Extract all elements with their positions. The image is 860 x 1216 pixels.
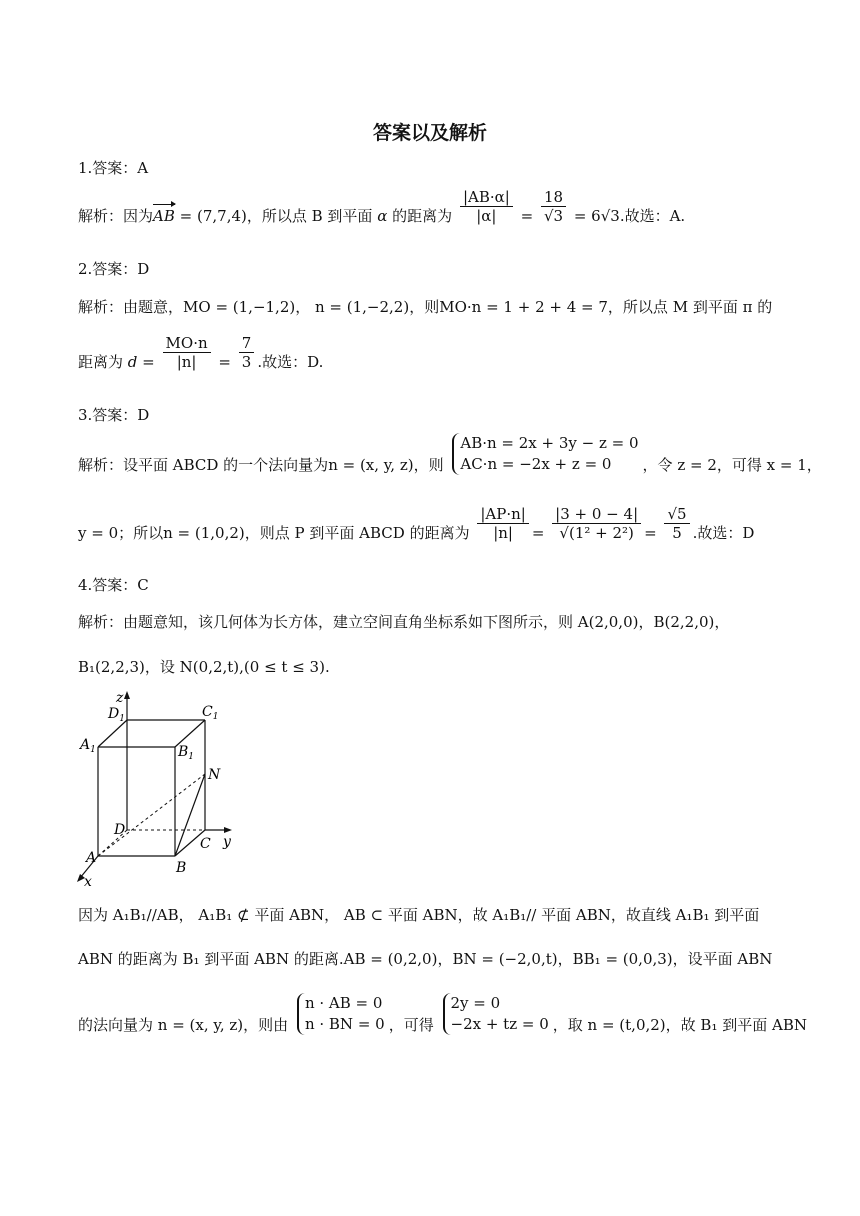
fig-label-a: A xyxy=(86,850,97,866)
q4-solution-line1: 解析：由题意知，该几何体为长方体，建立空间直角坐标系如下图所示，则 A(2,0,0)，B(2,2,0)， xyxy=(78,613,730,631)
q4-solution-line2: B₁(2,2,3)，设 N(0,2,t),(0 ≤ t ≤ 3). xyxy=(78,658,330,676)
fig-label-d: D xyxy=(114,822,126,838)
q3-solution-line2: y = 0；所以n = (1,0,2)，则点 P 到平面 ABCD 的距离为 $\frac{|AP\cdot n|}{|n|}$ = $\frac{|3 + 0 - 4|}{\text{√(1² + 2²)}}$ = $\frac{√5}{5}$ .故选：D xyxy=(78,504,755,542)
q4-solution-line3: 因为 A₁B₁//AB， A₁B₁ ⊄ 平面 ABN， AB ⊂ 平面 ABN，故 A₁B₁// 平面 ABN，故直线 A₁B₁ 到平面 xyxy=(78,906,760,924)
fig-label-b: B xyxy=(176,860,187,876)
q3-equation-system: AB·n = 2x + 3y − z = 0 AC·n = −2x + z = 0 xyxy=(452,433,638,475)
page-title: 答案以及解析 xyxy=(372,122,487,144)
q2-solution-line2: 距离为 d = $\frac{MO\cdot n}{|n|}$ = $\frac{7}{3}$ .故选：D. xyxy=(78,333,324,371)
q3-solution-line1: 解析：设平面 ABCD 的一个法向量为n = (x, y, z)，则 AB·n = 2x + 3y − z = 0 AC·n = −2x + z = 0 ，令 z = 2，可得 x = 1， xyxy=(78,434,822,474)
fig-label-y: y xyxy=(223,834,231,850)
fig-label-x: x xyxy=(84,874,92,888)
q4-equation-system-1: n · AB = 0 n · BN = 0 xyxy=(297,993,385,1035)
q4-solution-line5: 的法向量为 n = (x, y, z)，则由 n · AB = 0 n · BN = 0 ，可得 2y = 0 −2x + tz = 0 ，取 n = (t,0,2)，故 B₁ 到平面 ABN xyxy=(78,994,807,1034)
q4-equation-system-2: 2y = 0 −2x + tz = 0 xyxy=(443,993,549,1035)
q1-answer: 1.答案：A xyxy=(78,159,149,177)
fig-label-a1: $A_1$ xyxy=(80,737,96,755)
q4-solution-line4: ABN 的距离为 B₁ 到平面 ABN 的距离.AB = (0,2,0)，BN = (−2,0,t)，BB₁ = (0,0,3)，设平面 ABN xyxy=(78,950,773,968)
fig-label-c: C xyxy=(200,836,211,852)
fig-label-z: z xyxy=(116,690,124,706)
fig-label-n: N xyxy=(208,767,221,783)
q3-answer: 3.答案：D xyxy=(78,406,150,424)
q2-answer: 2.答案：D xyxy=(78,260,150,278)
q1-fraction-value: $\frac{18}{√3}$ xyxy=(541,188,566,225)
q1-solution: 解析：因为AB = (7,7,4)，所以点 B 到平面 α 的距离为 $\frac{|AB\cdot\alpha|}{|\alpha|}$ = $\frac{18}{√3}$ = 6√3.故选：A. xyxy=(78,187,686,225)
q1-fraction: $\frac{|AB\cdot\alpha|}{|\alpha|}$ xyxy=(460,188,513,225)
fig-label-b1: $B_1$ xyxy=(178,744,195,762)
fig-label-c1: $C_1$ xyxy=(202,704,219,722)
q2-solution-line1: 解析：由题意，MO = (1,−1,2)， n = (1,−2,2)，则MO·n = 1 + 2 + 4 = 7，所以点 M 到平面 π 的 xyxy=(78,298,773,316)
cuboid-figure xyxy=(72,688,247,888)
fig-label-d1: $D_1$ xyxy=(108,706,125,724)
q4-answer: 4.答案：C xyxy=(78,576,149,594)
